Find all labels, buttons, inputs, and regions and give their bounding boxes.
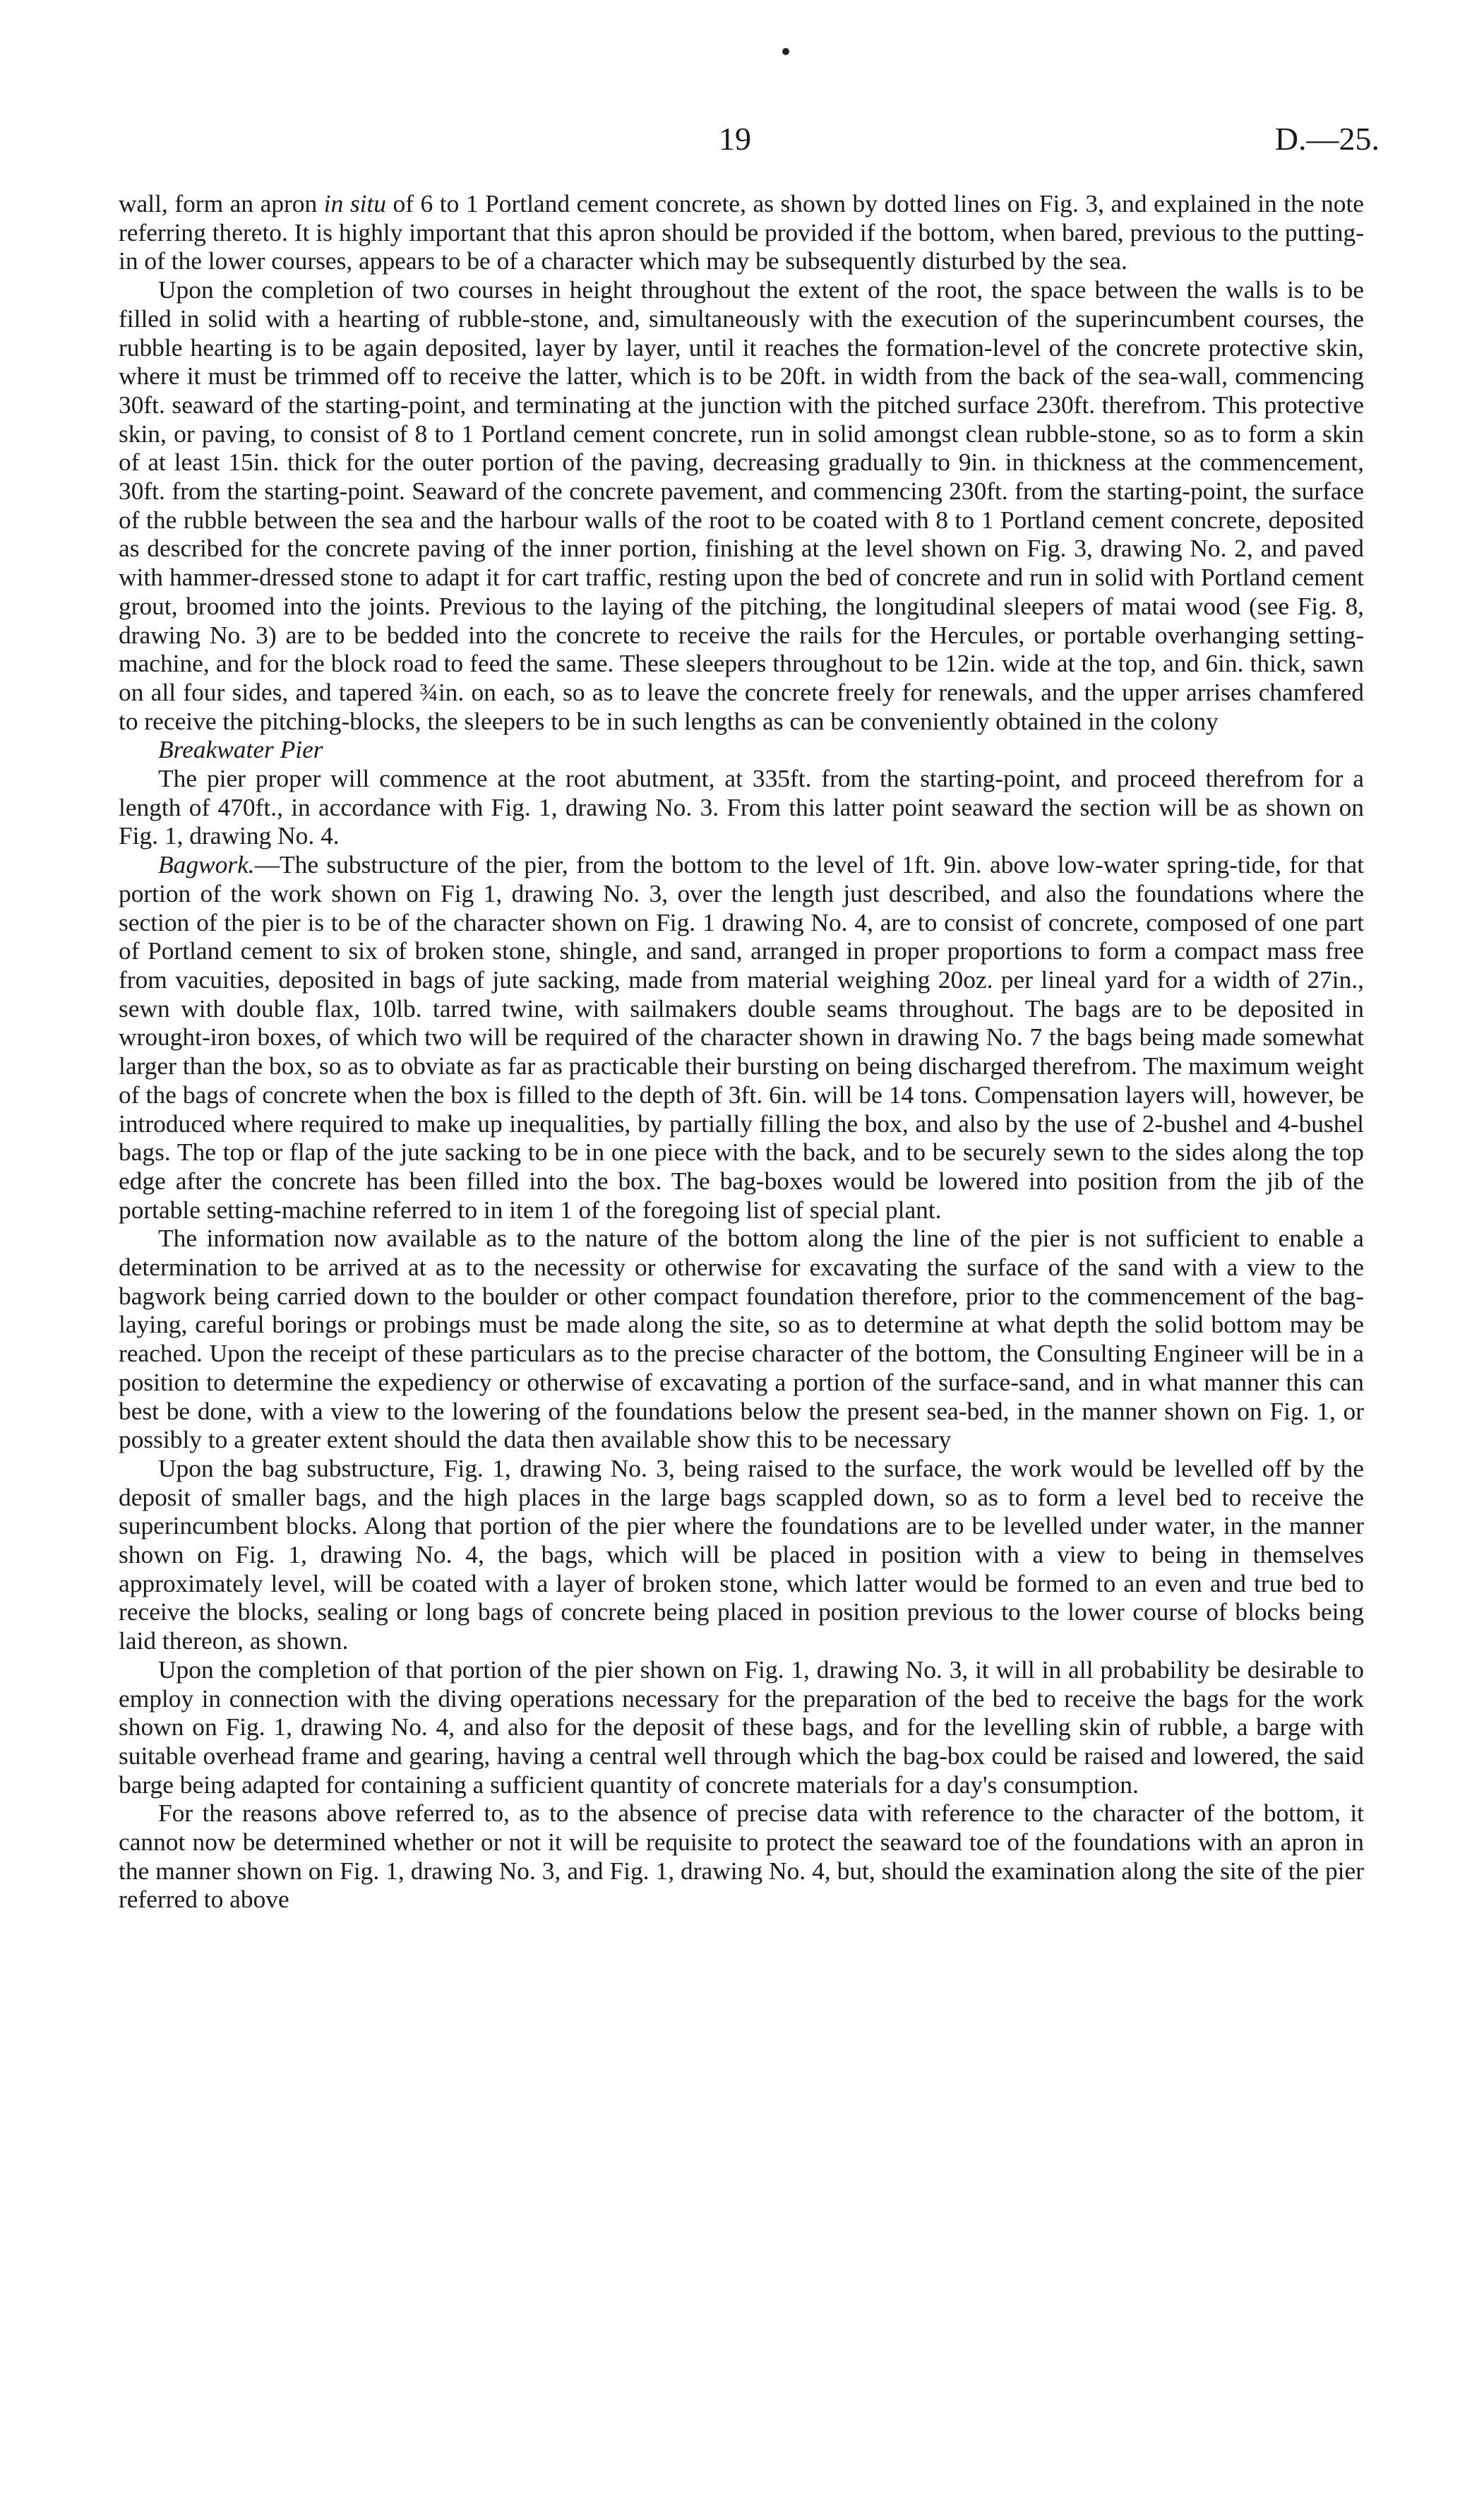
bagwork-lead: Bagwork. — [158, 850, 255, 879]
document-reference: D.—25. — [1274, 121, 1380, 157]
paragraph-bag-substructure: Upon the bag substructure, Fig. 1, drawing No. 3, being raised to the surface, the work would be levelled off by the deposit of smaller bags, and the high places in the large bags scappled down, so as to form a level bed to receive the superincumbent blocks. Along that portion of the pier where the foundations are to be levelled under water, in the manner shown on Fig. 1, drawing No. 4, the bags, which will be placed in position with a view to being in themselves approximately level, will be coated with a layer of broken stone, which latter would be formed to an even and true bed to receive the blocks, sealing or long bags of concrete being placed in position previous to the lower course of blocks being laid thereon, as shown. — [119, 1453, 1364, 1655]
page-header — [0, 120, 1484, 169]
body-text — [119, 189, 1364, 1914]
paragraph-barge: Upon the completion of that portion of the pier shown on Fig. 1, drawing No. 3, it will in all probability be desirable to employ in connection with the diving operations necessary for the preparation of the bed to receive the bags for the work shown on Fig. 1, drawing No. 4, and also for the deposit of these bags, and for the levelling skin of rubble, a barge with suitable overhead frame and gearing, having a central well through which the bag-box could be raised and lowered, the said barge being adapted for containing a sufficient quantity of concrete materials for a day's consumption. — [119, 1655, 1364, 1799]
paragraph-bagwork: Bagwork.—The substructure of the pier, from the bottom to the level of 1ft. 9in. above low-water spring-tide, for that portion of the work shown on Fig 1, drawing No. 3, over the length just described, and also the foundations where the section of the pier is to be of the character shown on Fig. 1 drawing No. 4, are to consist of concrete, composed of one part of Portland cement to six of broken stone, shingle, and sand, arranged in proper proportions to form a compact mass free from vacuities, deposited in bags of jute sacking, made from material weighing 20oz. per lineal yard for a width of 27in., sewn with double flax, 10lb. tarred twine, with sailmakers double seams throughout. The bags are to be deposited in wrought-iron boxes, of which two will be required of the character shown in drawing No. 7 the bags being made somewhat larger than the box, so as to obviate as far as practicable their bursting on being discharged therefrom. The maximum weight of the bags of concrete when the box is filled to the depth of 3ft. 6in. will be 14 tons. Compensation layers will, however, be introduced where required to make up inequalities, by partially filling the box, and also by the use of 2-bushel and 4-bushel bags. The top or flap of the jute sacking to be in one piece with the back, and to be securely sewn to the sides along the top edge after the concrete has been filled into the box. The bag-boxes would be lowered into position from the jib of the portable setting-machine referred to in item 1 of the foregoing list of special plant. — [119, 850, 1364, 1224]
paragraph-bottom-information: The information now available as to the nature of the bottom along the line of the pier is not sufficient to enable a determination to be arrived at as to the necessity or otherwise for excavating the surface of the sand with a view to the bagwork being carried down to the boulder or other compact foundation therefore, prior to the commencement of the bag-laying, careful borings or probings must be made along the site, so as to determine at what depth the solid bottom may be reached. Upon the receipt of these particulars as to the precise character of the bottom, the Consulting Engineer will be in a position to determine the expediency or otherwise of excavating a portion of the surface-sand, and in what manner this can best be done, with a view to the lowering of the foundations below the present sea-bed, in the manner shown on Fig. 1, or possibly to a greater extent should the data then available show this to be necessary — [119, 1224, 1364, 1454]
paragraph-apron: wall, form an apron in situ of 6 to 1 Portland cement concrete, as shown by dotted lines on Fig. 3, and explained in the note referring thereto. It is highly important that this apron should be provided if the bottom, when bared, previous to the putting-in of the lower courses, appears to be of a character which may be subsequently disturbed by the sea. — [119, 189, 1365, 275]
paragraph-apron-reasons: For the reasons above referred to, as to the absence of precise data with reference to the character of the bottom, it cannot now be determined whether or not it will be requisite to protect the seaward toe of the foundations with an apron in the manner shown on Fig. 1, drawing No. 3, and Fig. 1, drawing No. 4, but, should the examination along the site of the pier referred to above — [119, 1799, 1364, 1914]
section-heading-breakwater-pier: Breakwater Pier — [158, 735, 323, 764]
page-mark-dot — [782, 48, 789, 55]
page-number: 19 — [719, 121, 751, 157]
paragraph-pier-proper: The pier proper will commence at the root abutment, at 335ft. from the starting-point, and proceed therefrom for a length of 470ft., in accordance with Fig. 1, drawing No. 3. From this latter point seaward the section will be as shown on Fig. 1, drawing No. 4. — [119, 764, 1364, 850]
in-situ-italic: in situ — [323, 189, 386, 218]
paragraph-root-hearting: Upon the completion of two courses in height throughout the extent of the root, the space between the walls is to be filled in solid with a hearting of rubble-stone, and, simultaneously with the execution of the superincumbent courses, the rubble hearting is to be again deposited, layer by layer, until it reaches the formation-level of the concrete protective skin, where it must be trimmed off to receive the latter, which is to be 20ft. in width from the back of the sea-wall, commencing 30ft. seaward of the starting-point, and terminating at the junction with the pitched surface 230ft. therefrom. This protective skin, or paving, to consist of 8 to 1 Portland cement concrete, run in solid amongst clean rubble-stone, so as to form a skin of at least 15in. thick for the outer portion of the paving, decreasing gradually to 9in. in thickness at the commencement, 30ft. from the starting-point. Seaward of the concrete pavement, and commencing 230ft. from the starting-point, the surface of the rubble between the sea and the harbour walls of the root to be coated with 8 to 1 Portland cement concrete, deposited as described for the concrete paving of the inner portion, finishing at the level shown on Fig. 3, drawing No. 2, and paved with hammer-dressed stone to adapt it for cart traffic, resting upon the bed of concrete and run in solid with Portland cement grout, broomed into the joints. Previous to the laying of the pitching, the longitudinal sleepers of matai wood (see Fig. 8, drawing No. 3) are to be bedded into the concrete to receive the rails for the Hercules, or portable overhanging setting-machine, and for the block road to feed the same. These sleepers throughout to be 12in. wide at the top, and 6in. thick, sawn on all four sides, and tapered ¾in. on each, so as to leave the concrete freely for renewals, and the upper arrises chamfered to receive the pitching-blocks, the sleepers to be in such lengths as can be conveniently obtained in the colony — [119, 275, 1364, 735]
